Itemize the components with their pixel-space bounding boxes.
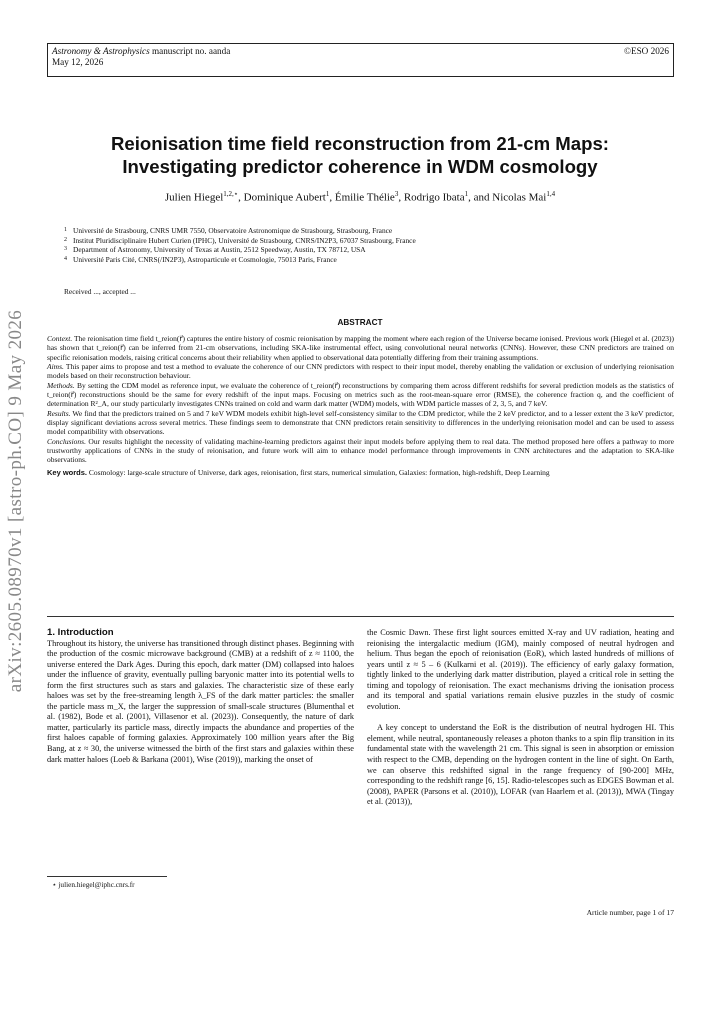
abstract-label: Results.: [47, 408, 71, 418]
abstract-results: [47, 409, 674, 437]
arxiv-identifier-stamp[interactable]: arXiv:2605.08970v1 [astro-ph.CO] 9 May 2026: [5, 309, 26, 693]
abstract-heading: ABSTRACT: [337, 318, 383, 327]
affiliation-item: [64, 245, 664, 255]
author-name: Dominique Aubert: [243, 191, 326, 204]
author-affiliation-marker: 1: [325, 190, 330, 198]
abstract-label: Methods.: [47, 380, 75, 390]
affiliation-item: [64, 236, 664, 246]
keywords: [47, 468, 674, 477]
author-name: Nicolas Mai: [492, 191, 547, 204]
title-line-2: Investigating predictor coherence in WDM cosmology: [122, 156, 598, 177]
abstract-text: This paper aims to propose and test a method to evaluate the coherence of our CNN predictors with respect to their input model, thereby enabling the validation or exclusion of underlying reionisation models based on their reconstruction behaviour.: [47, 362, 674, 381]
abstract-methods: [47, 381, 674, 409]
affiliation-number: 4: [64, 255, 67, 262]
page-footer: Article number, page 1 of 17: [586, 908, 674, 917]
abstract-text: By setting the CDM model as reference input, we evaluate the coherence of t_reion(r⃗) reconstructions by comparing them across different redshifts for several prediction models as the statistics of t_reion(r⃗) reconstructions should be the same for every redshift of the input maps. Focusing on metrics such as the root-mean-square error (RMSE), the coherence fraction q, and the coefficient of determination R²_A, our study particularly investigates CNNs trained on cold and warm dark matter (WDM) models, with WDM particle masses of 2, 3, 5, and 7 keV.: [47, 380, 674, 409]
abstract-text: We find that the predictors trained on 5 and 7 keV WDM models exhibit high-level self-consistency similar to the CDM predictor, while the 2 keV predictor, and to a lesser extent the 3 keV predictor, display significant deviations across several metrics. These findings seem to demonstrate that CNN predictors retain sensitivity to differences in the underlying reionisation model and can be used to assess model compatibility with observations.: [47, 408, 674, 437]
affiliation-list: [64, 226, 664, 264]
author-affiliation-marker: 1,4: [546, 190, 556, 198]
author-affiliation-marker: 3: [394, 190, 399, 198]
title-line-1: Reionisation time field reconstruction from 21-cm Maps:: [111, 133, 609, 154]
abstract-body: [47, 334, 674, 477]
abstract-divider: [47, 616, 674, 617]
abstract-text: The reionisation time field t_reion(r⃗) captures the entire history of cosmic reionisation by mapping the moment where each region of the Universe became ionised. Previous work (Hiegel et al. (2023)) has shown that t_reion(r⃗) can be inferred from 21-cm observations, including SKA-like instrumental effect, using convolutional neural networks (CNNs). However, these CNN predictors are trained on specific reionisation models, raising critical concerns about their reliability when applied to observational data potentially differing from their training assumptions.: [47, 334, 674, 362]
affiliation-number: 2: [64, 236, 67, 243]
footnote-divider: [47, 876, 167, 877]
author-name: Julien Hiegel: [164, 191, 224, 204]
affiliation-text: Université de Strasbourg, CNRS UMR 7550, Observatoire Astronomique de Strasbourg, Strasbourg, France: [73, 226, 393, 235]
paper-title: [60, 132, 660, 178]
body-paragraph: the Cosmic Dawn. These first light sources emitted X-ray and UV radiation, heating and reionising the intergalactic medium (IGM), mainly composed of neutral hydrogen and helium. Thus began the epoch of reionisation (EoR), which lasted hundreds of millions of years until z ≈ 5 – 6 (Kulkarni et al. (2019)). The efficiency of early galaxy formation, tightly linked to the underlying dark matter distribution, played a critical role in setting the timing and topology of reionisation. The exact mechanisms driving the ionisation process and its temporal and spatial variations remain elusive puzzles in the study of cosmic evolution.: [367, 628, 674, 711]
body-paragraph: Throughout its history, the universe has transitioned through distinct phases. Beginning with the production of the cosmic microwave background (CMB) at a redshift of z ≈ 1100, the universe entered the Dark Ages. During this epoch, dark matter (DM) collapsed into haloes under the influence of gravity, eventually pulling baryonic matter into its potential wells to form the first structures such as stars and galaxies. The characteristic size of these early haloes was set by the free-streaming length λ_FS of the dark matter particles: the smaller the particle mass m_X, the larger the suppression of small-scale structures (Blumenthal et al. (1982), Bode et al. (2001), Villasenor et al. (2023)). Consequently, the nature of dark matter, particularly its particle mass, directly impacts the abundance and properties of the first haloes capable of forming galaxies. Approximately 100 million years after the Big Bang, at z ≈ 30, the universe witnessed the birth of the first stars and galaxies within these dark matter haloes (Loeb & Barkana (2001), Wise (2019)), marking the onset of: [47, 638, 354, 764]
manuscript-header: [47, 43, 674, 77]
author-affiliation-marker: 1: [464, 190, 469, 198]
abstract-text: Our results highlight the necessity of validating machine-learning predictors against their input models before applying them to real data. The method proposed here offers a pathway to more trustworthy applications of CNNs in the study of reionisation, and future work will aim to enhance model performance through improvements in CNN architectures and the adaptation to SKA-like observations.: [47, 436, 674, 465]
affiliation-item: [64, 226, 664, 236]
header-left: [52, 46, 230, 68]
abstract-label: Aims.: [47, 362, 64, 372]
abstract-label: Conclusions.: [47, 436, 86, 446]
author-name: Rodrigo Ibata: [403, 191, 465, 204]
journal-name: Astronomy & Astrophysics: [52, 46, 150, 56]
affiliation-text: Institut Pluridisciplinaire Hubert Curien (IPHC), Université de Strasbourg, CNRS/IN2P3, 67037 Strasbourg, France: [73, 235, 416, 245]
footnote-email: ⋆ julien.hiegel@iphc.cnrs.fr: [52, 880, 135, 889]
affiliation-item: [64, 255, 664, 265]
abstract-conclusions: [47, 437, 674, 465]
copyright-notice: ©ESO 2026: [623, 46, 669, 56]
affiliation-text: Department of Astronomy, University of Texas at Austin, 2512 Speedway, Austin, TX 78712, USA: [73, 245, 366, 255]
keywords-label: Key words.: [47, 467, 88, 477]
author-list: Julien Hiegel$^{1,2,⋆}$, Dominique Aubert$^1$, Émilie Thélie$^3$, Rodrigo Ibata$^1$, and Nicolas Mai$^{1,4}$: [164, 190, 556, 204]
manuscript-date: May 12, 2026: [52, 57, 104, 67]
author-affiliation-marker: 1,2,⋆: [223, 190, 239, 198]
received-accepted-line: Received ..., accepted ...: [64, 287, 136, 296]
abstract-context: [47, 334, 674, 362]
manuscript-number: manuscript no. aanda: [149, 46, 231, 56]
section-heading: 1. Introduction: [47, 627, 114, 638]
body-paragraph: A key concept to understand the EoR is the distribution of neutral hydrogen HI. This element, while neutral, spontaneously releases a photon thanks to a spin flip transition in its fundamental state with the wavelength 21 cm. This signal is seen in absorption or emission with respect to the CMB, depending on the hydrogen content in the line of sight. On Earth, we can observe this redshifted signal in the range frequency of [90-200] MHz, corresponding to the redshift range [6, 15]. Radio-telescopes such as EDGES Bowman et al. (2008), PAPER (Parsons et al. (2010)), LOFAR (van Haarlem et al. (2013)), MWA (Tingay et al. (2013)),: [367, 723, 674, 807]
keywords-text: Cosmology: large-scale structure of Universe, dark ages, reionisation, first stars, numerical simulation, Galaxies: formation, high-redshift, Deep Learning: [87, 467, 550, 477]
affiliation-number: 1: [64, 227, 67, 233]
left-column: [47, 628, 354, 765]
affiliation-text: Université Paris Cité, CNRS(/IN2P3), Astroparticule et Cosmologie, 75013 Paris, France: [73, 254, 337, 264]
right-column: [367, 628, 674, 808]
abstract-aims: [47, 362, 674, 381]
affiliation-number: 3: [64, 246, 67, 253]
abstract-label: Context.: [47, 334, 73, 343]
author-name: Émilie Thélie: [334, 191, 395, 204]
